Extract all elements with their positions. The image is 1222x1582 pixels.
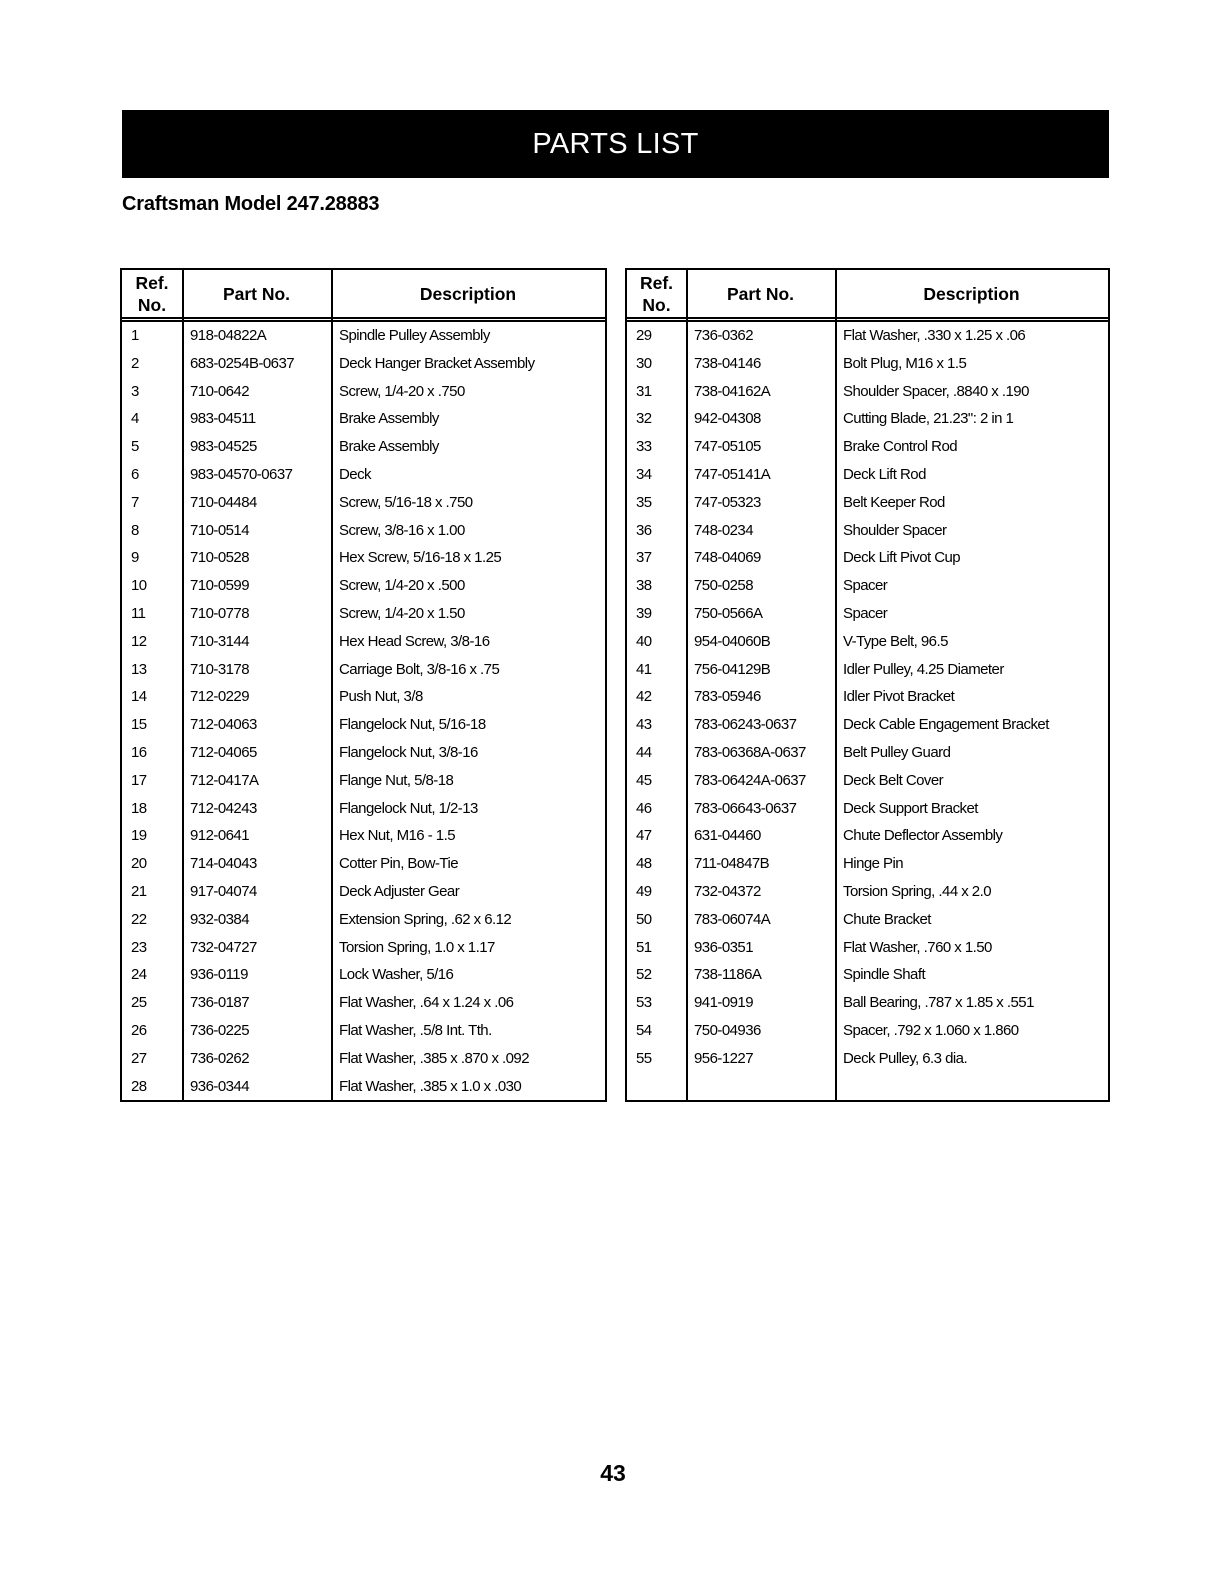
table-row	[627, 378, 1108, 406]
description-cell: Screw, 5/16-18 x .750	[339, 493, 473, 511]
ref-no-cell: 7	[131, 493, 139, 511]
description-cell: Idler Pulley, 4.25 Diameter	[843, 660, 1004, 678]
ref-no-cell: 41	[636, 660, 652, 678]
description-cell: Spacer, .792 x 1.060 x 1.860	[843, 1021, 1019, 1039]
description-cell: Belt Pulley Guard	[843, 743, 951, 761]
description-cell: Push Nut, 3/8	[339, 688, 423, 706]
ref-no-cell: 16	[131, 743, 147, 761]
table-row	[627, 350, 1108, 378]
part-no-cell: 710-0599	[190, 577, 249, 595]
ref-no-cell: 48	[636, 855, 652, 873]
ref-no-cell: 36	[636, 521, 652, 539]
table-row	[627, 711, 1108, 739]
ref-no-header	[122, 270, 182, 317]
part-no-cell: 750-0258	[694, 577, 753, 595]
part-no-cell: 942-04308	[694, 410, 761, 428]
part-no-header	[686, 270, 835, 317]
table-row	[627, 517, 1108, 545]
part-no-cell: 736-0225	[190, 1021, 249, 1039]
description-cell: Deck	[339, 465, 371, 483]
ref-no-cell: 42	[636, 688, 652, 706]
ref-no-cell: 45	[636, 771, 652, 789]
part-no-cell: 747-05323	[694, 493, 761, 511]
part-no-header-label: Part No.	[726, 283, 795, 304]
ref-no-cell: 9	[131, 549, 139, 567]
part-no-cell: 738-1186A	[694, 966, 762, 984]
part-no-header-label: Part No.	[222, 283, 291, 304]
part-no-cell: 936-0351	[694, 938, 753, 956]
table-row	[122, 850, 605, 878]
left-parts-table	[120, 268, 607, 1102]
part-no-cell: 783-06643-0637	[694, 799, 797, 817]
description-cell: Screw, 1/4-20 x .750	[339, 382, 465, 400]
description-cell: Flat Washer, .5/8 Int. Tth.	[339, 1021, 492, 1039]
table-row	[122, 656, 605, 684]
description-cell: Brake Assembly	[339, 438, 439, 456]
table-row	[627, 461, 1108, 489]
ref-no-cell: 3	[131, 382, 139, 400]
description-cell: Extension Spring, .62 x 6.12	[339, 910, 512, 928]
description-cell: Spindle Pulley Assembly	[339, 327, 490, 344]
ref-no-cell: 6	[131, 465, 139, 483]
part-no-cell: 783-05946	[694, 688, 761, 706]
description-cell: Deck Pulley, 6.3 dia.	[843, 1049, 968, 1067]
table-row	[627, 600, 1108, 628]
part-no-cell: 783-06074A	[694, 910, 771, 928]
description-cell: Flat Washer, .64 x 1.24 x .06	[339, 994, 514, 1012]
model-heading: Craftsman Model 247.28883	[122, 193, 380, 215]
description-cell: Carriage Bolt, 3/8-16 x .75	[339, 660, 500, 678]
table-row	[122, 489, 605, 517]
ref-no-cell: 49	[636, 882, 652, 900]
part-no-cell: 783-06424A-0637	[694, 771, 806, 789]
part-no-cell: 736-0262	[190, 1049, 249, 1067]
description-cell: Deck Lift Rod	[843, 465, 926, 483]
part-no-cell: 983-04570-0637	[190, 465, 293, 483]
part-no-cell: 712-04065	[190, 743, 257, 761]
ref-header-line1: Ref.	[135, 272, 169, 293]
ref-no-cell: 51	[636, 938, 652, 956]
part-no-cell: 712-04063	[190, 716, 257, 734]
parts-list-banner	[122, 110, 1109, 178]
ref-no-cell: 33	[636, 438, 652, 456]
description-cell: Hex Head Screw, 3/8-16	[339, 632, 490, 650]
ref-no-cell: 50	[636, 910, 652, 928]
part-no-cell: 983-04511	[190, 410, 256, 428]
ref-no-cell: 27	[131, 1049, 147, 1067]
description-cell: Flat Washer, .330 x 1.25 x .06	[843, 327, 1026, 344]
part-no-cell: 710-0528	[190, 549, 249, 567]
table-row	[122, 934, 605, 962]
page-number: 43	[600, 1460, 626, 1486]
ref-no-cell: 44	[636, 743, 652, 761]
description-cell: Flangelock Nut, 3/8-16	[339, 743, 478, 761]
part-no-cell: 750-0566A	[694, 604, 763, 622]
table-row	[627, 572, 1108, 600]
right-table-body	[627, 322, 1108, 1073]
table-row	[627, 683, 1108, 711]
ref-no-cell: 5	[131, 438, 139, 456]
ref-no-cell: 15	[131, 716, 147, 734]
table-row	[122, 961, 605, 989]
ref-no-cell: 20	[131, 855, 147, 873]
table-row	[627, 906, 1108, 934]
ref-no-cell: 34	[636, 465, 652, 483]
table-row	[627, 739, 1108, 767]
table-row	[122, 989, 605, 1017]
table-row	[627, 405, 1108, 433]
part-no-cell: 732-04372	[694, 882, 761, 900]
table-row	[122, 878, 605, 906]
description-cell: Hex Nut, M16 - 1.5	[339, 827, 455, 845]
part-no-cell: 918-04822A	[190, 327, 267, 344]
part-no-cell: 756-04129B	[694, 660, 771, 678]
description-cell: Spacer	[843, 604, 888, 622]
table-row	[122, 405, 605, 433]
ref-no-cell: 52	[636, 966, 652, 984]
part-no-cell: 783-06368A-0637	[694, 743, 806, 761]
ref-no-cell: 46	[636, 799, 652, 817]
part-no-cell: 710-0514	[190, 521, 249, 539]
part-no-cell: 714-04043	[190, 855, 257, 873]
ref-no-cell: 26	[131, 1021, 147, 1039]
description-cell: Deck Belt Cover	[843, 771, 944, 789]
description-cell: Hex Screw, 5/16-18 x 1.25	[339, 549, 502, 567]
part-no-cell: 917-04074	[190, 882, 257, 900]
description-cell: Idler Pivot Bracket	[843, 688, 955, 706]
table-row	[627, 433, 1108, 461]
table-row	[627, 795, 1108, 823]
part-no-cell: 711-04847B	[694, 855, 770, 873]
table-row	[122, 906, 605, 934]
table-row	[627, 767, 1108, 795]
description-cell: Flat Washer, .760 x 1.50	[843, 938, 992, 956]
description-cell: Screw, 1/4-20 x 1.50	[339, 604, 465, 622]
description-cell: Ball Bearing, .787 x 1.85 x .551	[843, 994, 1034, 1012]
part-no-cell: 750-04936	[694, 1021, 761, 1039]
table-row	[122, 517, 605, 545]
table-row	[122, 683, 605, 711]
description-cell: Flat Washer, .385 x .870 x .092	[339, 1049, 530, 1067]
table-row	[627, 544, 1108, 572]
table-row	[122, 1017, 605, 1045]
description-cell: Spindle Shaft	[843, 966, 926, 984]
description-cell: Shoulder Spacer	[843, 521, 947, 539]
ref-no-cell: 30	[636, 354, 652, 372]
description-cell: Cutting Blade, 21.23": 2 in 1	[843, 410, 1014, 428]
ref-no-header	[627, 270, 686, 317]
part-no-cell: 732-04727	[190, 938, 257, 956]
description-cell: Belt Keeper Rod	[843, 493, 945, 511]
description-cell: Hinge Pin	[843, 855, 904, 873]
description-cell: Chute Bracket	[843, 910, 931, 928]
part-no-cell: 683-0254B-0637	[190, 354, 295, 372]
table-row	[627, 1017, 1108, 1045]
part-no-cell: 631-04460	[694, 827, 761, 845]
ref-no-cell: 19	[131, 827, 147, 845]
ref-no-cell: 28	[131, 1077, 147, 1095]
ref-no-cell: 54	[636, 1021, 652, 1039]
description-cell: Deck Lift Pivot Cup	[843, 549, 961, 567]
ref-no-cell: 17	[131, 771, 147, 789]
part-no-cell: 712-04243	[190, 799, 257, 817]
ref-no-cell: 18	[131, 799, 147, 817]
part-no-cell: 710-0642	[190, 382, 249, 400]
part-no-cell: 748-04069	[694, 549, 761, 567]
part-no-cell: 738-04162A	[694, 382, 771, 400]
part-no-cell: 736-0187	[190, 994, 249, 1012]
part-no-cell: 748-0234	[694, 521, 753, 539]
description-cell: Shoulder Spacer, .8840 x .190	[843, 382, 1029, 400]
part-no-cell: 747-05105	[694, 438, 761, 456]
part-no-cell: 738-04146	[694, 354, 761, 372]
ref-no-cell: 13	[131, 660, 147, 678]
table-row	[627, 628, 1108, 656]
description-header-label: Description	[419, 283, 517, 304]
part-no-cell: 712-0417A	[190, 771, 259, 789]
ref-no-cell: 10	[131, 577, 147, 595]
description-cell: Lock Washer, 5/16	[339, 966, 454, 984]
description-cell: Deck Hanger Bracket Assembly	[339, 354, 535, 372]
part-no-cell: 710-3178	[190, 660, 249, 678]
table-row	[122, 795, 605, 823]
part-no-cell: 747-05141A	[694, 465, 771, 483]
part-no-header	[182, 270, 331, 317]
description-cell: Deck Adjuster Gear	[339, 882, 460, 900]
ref-no-cell: 8	[131, 521, 139, 539]
description-cell: Flange Nut, 5/8-18	[339, 771, 454, 789]
description-cell: Screw, 3/8-16 x 1.00	[339, 521, 465, 539]
ref-no-cell: 11	[131, 604, 146, 622]
table-row	[627, 961, 1108, 989]
table-row	[122, 1045, 605, 1073]
ref-no-cell: 55	[636, 1049, 652, 1067]
part-no-cell: 936-0344	[190, 1077, 249, 1095]
left-table-body	[122, 322, 605, 1100]
description-cell: Brake Control Rod	[843, 438, 958, 456]
description-cell: Flat Washer, .385 x 1.0 x .030	[339, 1077, 522, 1095]
ref-no-cell: 53	[636, 994, 652, 1012]
table-row	[122, 600, 605, 628]
description-cell: Deck Cable Engagement Bracket	[843, 716, 1049, 734]
part-no-cell: 956-1227	[694, 1049, 753, 1067]
part-no-cell: 710-04484	[190, 493, 257, 511]
right-parts-table	[625, 268, 1110, 1102]
table-row	[122, 572, 605, 600]
part-no-cell: 710-0778	[190, 604, 249, 622]
table-row	[122, 1073, 605, 1101]
table-row	[627, 489, 1108, 517]
description-cell: Deck Support Bracket	[843, 799, 978, 817]
table-row	[122, 711, 605, 739]
ref-no-cell: 35	[636, 493, 652, 511]
description-header	[331, 270, 605, 317]
description-cell: Bolt Plug, M16 x 1.5	[843, 354, 967, 372]
table-header	[122, 270, 605, 322]
description-cell: Brake Assembly	[339, 410, 439, 428]
ref-no-cell: 40	[636, 632, 652, 650]
description-header-label: Description	[923, 283, 1020, 304]
table-row	[122, 822, 605, 850]
description-cell: Flangelock Nut, 5/16-18	[339, 716, 486, 734]
table-row	[627, 850, 1108, 878]
part-no-cell: 712-0229	[190, 688, 249, 706]
part-no-cell: 936-0119	[190, 966, 248, 984]
description-cell: V-Type Belt, 96.5	[843, 632, 948, 650]
table-row	[122, 350, 605, 378]
part-no-cell: 932-0384	[190, 910, 249, 928]
table-row	[627, 989, 1108, 1017]
description-cell: Spacer	[843, 577, 888, 595]
part-no-cell: 736-0362	[694, 327, 753, 344]
ref-no-cell: 37	[636, 549, 652, 567]
table-row	[122, 378, 605, 406]
ref-no-cell: 23	[131, 938, 147, 956]
part-no-cell: 954-04060B	[694, 632, 771, 650]
description-cell: Cotter Pin, Bow-Tie	[339, 855, 459, 873]
table-row	[627, 322, 1108, 350]
ref-no-cell: 43	[636, 716, 652, 734]
description-cell: Screw, 1/4-20 x .500	[339, 577, 465, 595]
ref-no-cell: 2	[131, 354, 139, 372]
ref-header-line2: No.	[642, 294, 671, 315]
ref-no-cell: 22	[131, 910, 147, 928]
ref-header-line2: No.	[137, 294, 167, 315]
ref-no-cell: 32	[636, 410, 652, 428]
table-row	[122, 461, 605, 489]
table-row	[627, 822, 1108, 850]
ref-header-line1: Ref.	[639, 272, 674, 293]
part-no-cell: 783-06243-0637	[694, 716, 797, 734]
ref-no-cell: 39	[636, 604, 652, 622]
table-header	[627, 270, 1108, 322]
description-cell: Flangelock Nut, 1/2-13	[339, 799, 478, 817]
ref-no-cell: 21	[131, 882, 147, 900]
ref-no-cell: 38	[636, 577, 652, 595]
ref-no-cell: 25	[131, 994, 147, 1012]
ref-no-cell: 24	[131, 966, 147, 984]
table-row	[122, 739, 605, 767]
part-no-cell: 983-04525	[190, 438, 257, 456]
table-row	[627, 1045, 1108, 1073]
part-no-cell: 912-0641	[190, 827, 249, 845]
ref-no-cell: 1	[131, 327, 139, 344]
table-row	[627, 934, 1108, 962]
table-row	[627, 656, 1108, 684]
part-no-cell: 710-3144	[190, 632, 249, 650]
table-row	[122, 433, 605, 461]
banner-title: PARTS LIST	[532, 128, 699, 160]
description-cell: Chute Deflector Assembly	[843, 827, 1003, 845]
ref-no-cell: 4	[131, 410, 139, 428]
table-row	[122, 544, 605, 572]
part-no-cell: 941-0919	[694, 994, 753, 1012]
description-header	[835, 270, 1108, 317]
table-row	[627, 878, 1108, 906]
table-row	[122, 322, 605, 350]
ref-no-cell: 29	[636, 327, 652, 344]
ref-no-cell: 47	[636, 827, 652, 845]
description-cell: Torsion Spring, 1.0 x 1.17	[339, 938, 495, 956]
table-row	[122, 767, 605, 795]
table-row	[122, 628, 605, 656]
description-cell: Torsion Spring, .44 x 2.0	[843, 882, 992, 900]
ref-no-cell: 31	[636, 382, 652, 400]
ref-no-cell: 14	[131, 688, 147, 706]
ref-no-cell: 12	[131, 632, 147, 650]
